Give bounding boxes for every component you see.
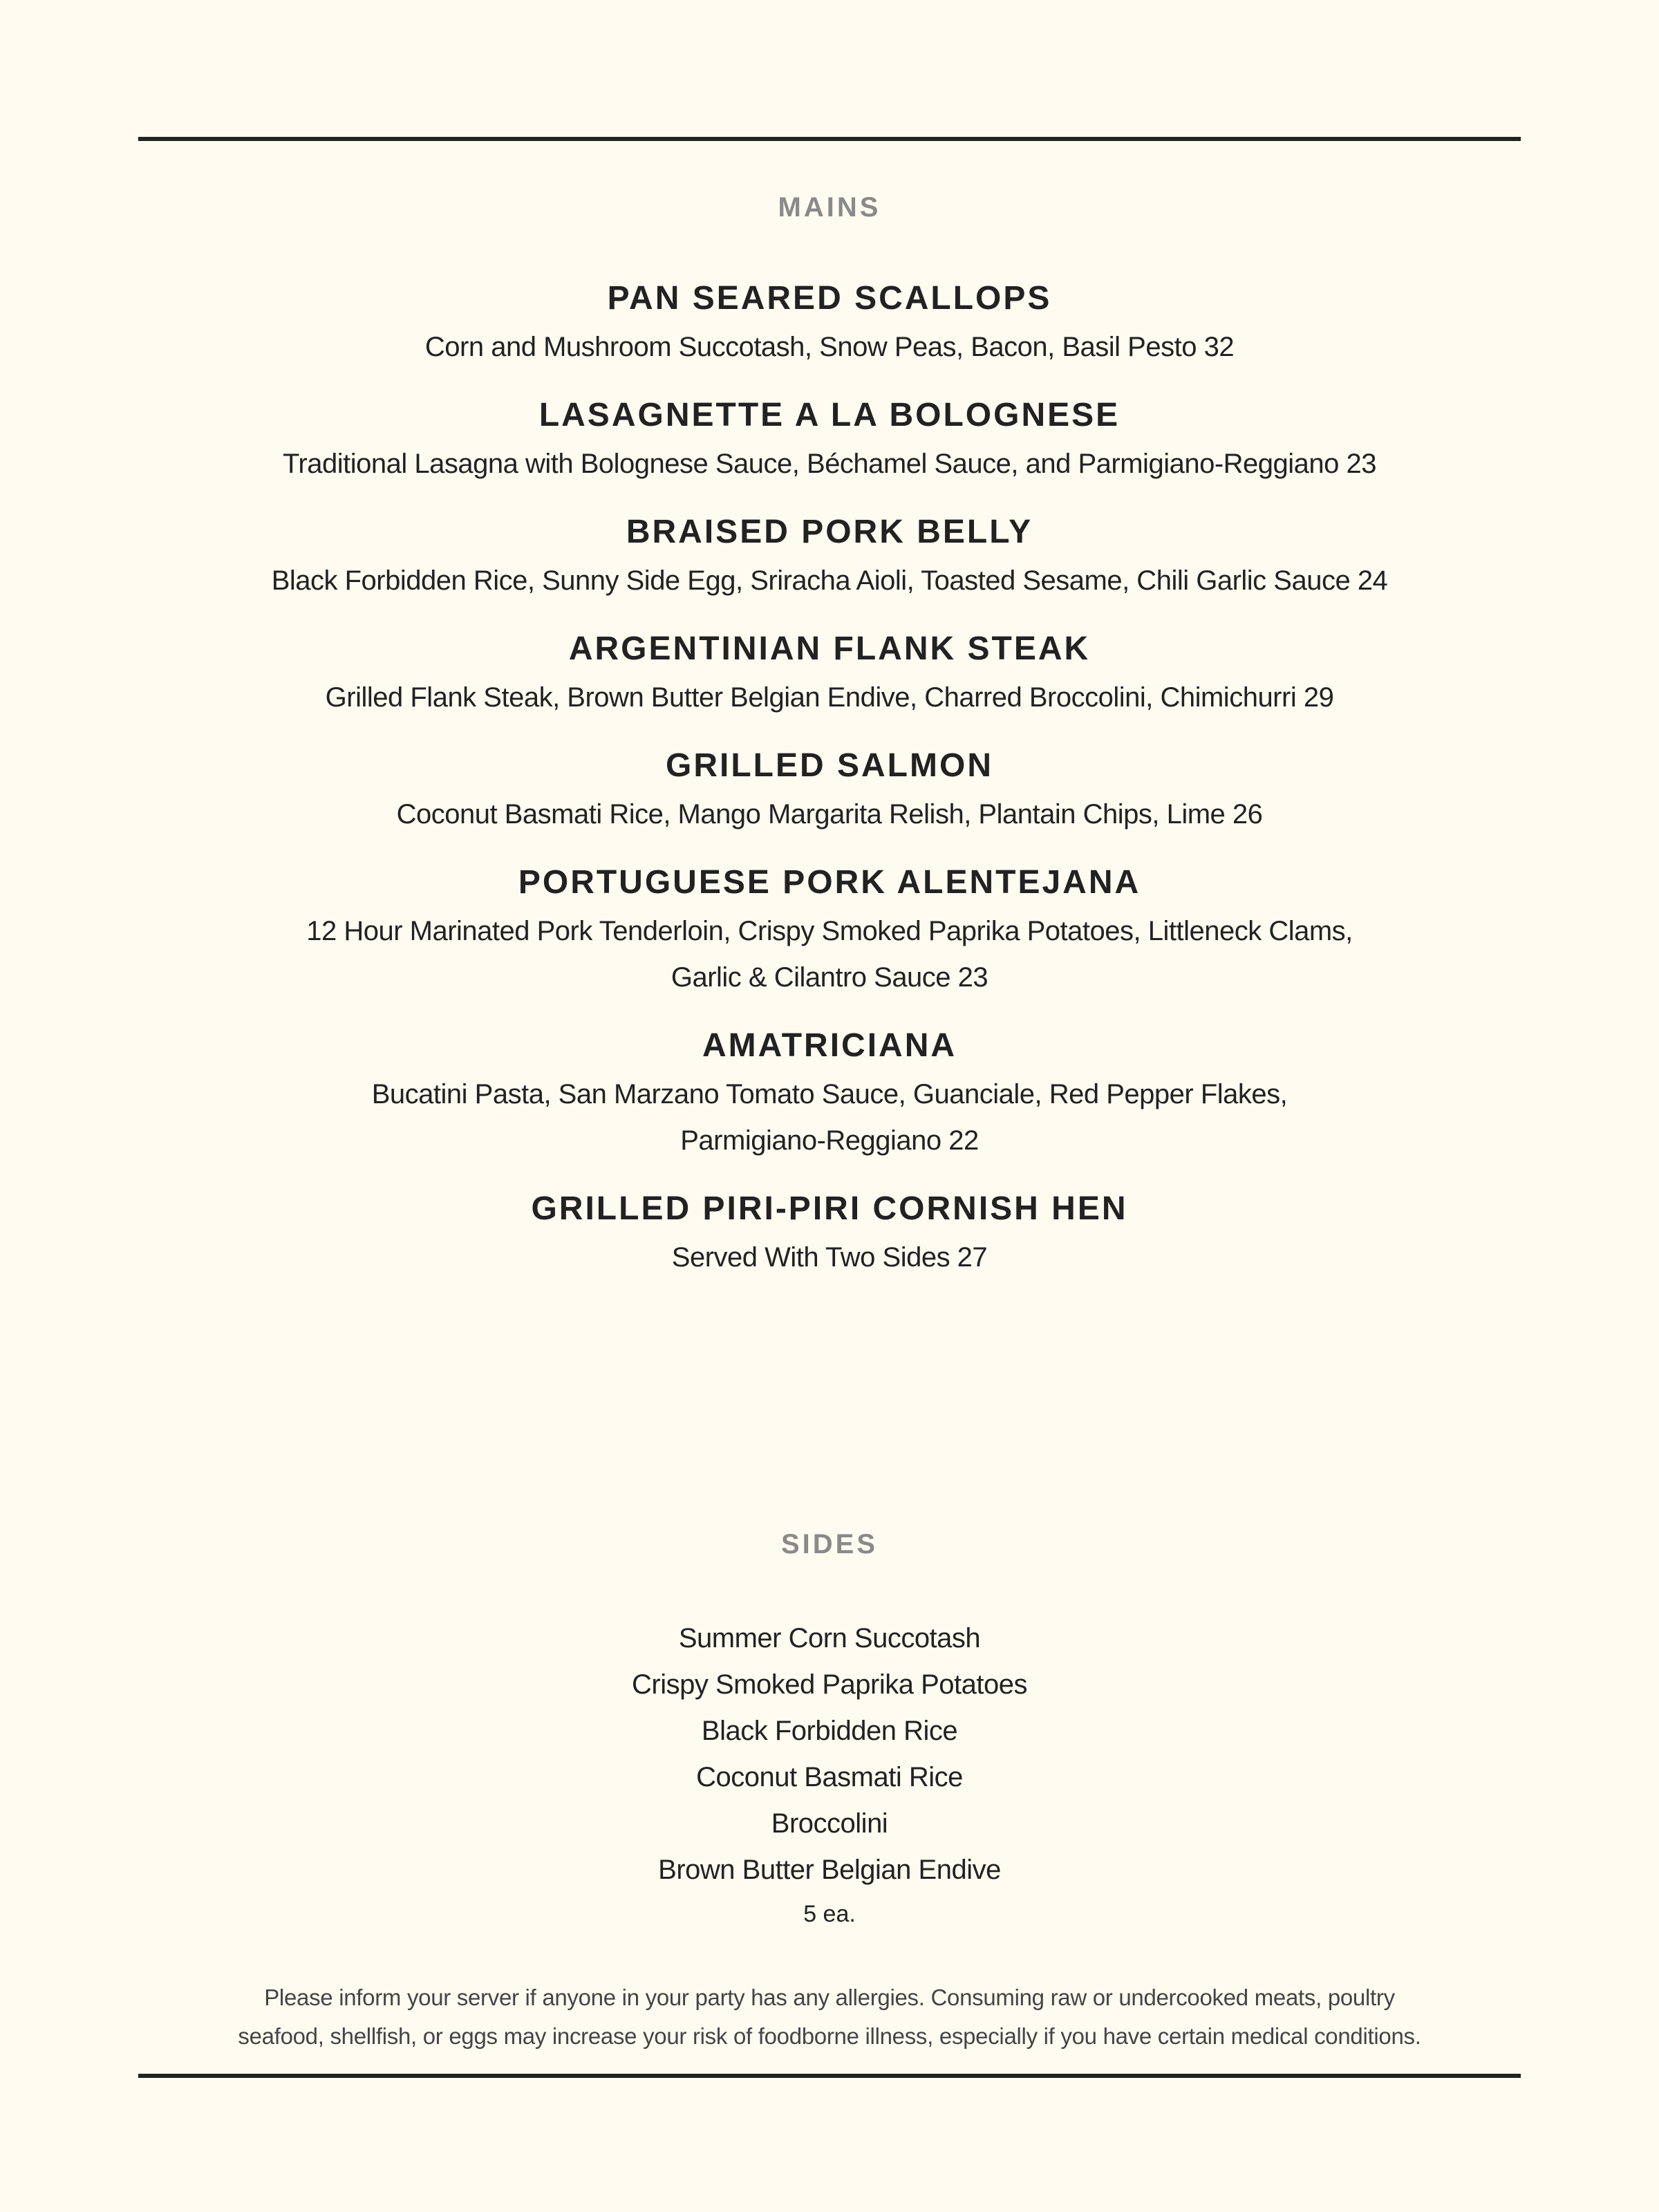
side-item: Broccolini bbox=[771, 1808, 888, 1839]
dish-item bbox=[0, 857, 1659, 1001]
dish-description: Coconut Basmati Rice, Mango Margarita Relish, Plantain Chips, Lime 26 bbox=[396, 799, 1263, 830]
dish-description: Garlic & Cilantro Sauce 23 bbox=[671, 962, 988, 993]
dish-description: Bucatini Pasta, San Marzano Tomato Sauce, Guanciale, Red Pepper Flakes, bbox=[371, 1079, 1288, 1109]
dish-description: Black Forbidden Rice, Sunny Side Egg, Sriracha Aioli, Toasted Sesame, Chili Garlic Sauce 24 bbox=[271, 565, 1388, 596]
sides-heading: SIDES bbox=[780, 1529, 879, 1559]
allergy-disclaimer bbox=[138, 1978, 1521, 2056]
side-item: Coconut Basmati Rice bbox=[696, 1762, 963, 1792]
dish-description: Corn and Mushroom Succotash, Snow Peas, Bacon, Basil Pesto 32 bbox=[424, 332, 1235, 362]
dish-description: Traditional Lasagna with Bolognese Sauce, Béchamel Sauce, and Parmigiano-Reggiano 23 bbox=[282, 449, 1376, 479]
side-item: Black Forbidden Rice bbox=[701, 1716, 958, 1746]
side-item: Summer Corn Succotash bbox=[678, 1623, 981, 1653]
dish-description: Served With Two Sides 27 bbox=[671, 1242, 988, 1273]
dish-name: ARGENTINIAN FLANK STEAK bbox=[568, 630, 1091, 667]
dish-item bbox=[0, 507, 1659, 604]
top-divider bbox=[138, 137, 1521, 141]
disclaimer-line: Please inform your server if anyone in your party has any allergies. Consuming raw or undercooked meats, poultry bbox=[264, 1985, 1395, 2010]
dish-description: 12 Hour Marinated Pork Tenderloin, Crispy Smoked Paprika Potatoes, Littleneck Clams, bbox=[306, 916, 1353, 946]
dish-item bbox=[0, 273, 1659, 371]
dish-item bbox=[0, 1020, 1659, 1164]
dish-name: GRILLED SALMON bbox=[666, 747, 993, 784]
dish-description: Parmigiano-Reggiano 22 bbox=[680, 1125, 979, 1156]
dish-item bbox=[0, 740, 1659, 838]
dish-item bbox=[0, 624, 1659, 721]
dish-name: PAN SEARED SCALLOPS bbox=[607, 280, 1052, 317]
dish-name: PORTUGUESE PORK ALENTEJANA bbox=[518, 864, 1141, 901]
bottom-divider bbox=[138, 2074, 1521, 2078]
mains-heading: MAINS bbox=[778, 192, 881, 223]
mains-list bbox=[0, 273, 1659, 1300]
side-item: Crispy Smoked Paprika Potatoes bbox=[632, 1669, 1027, 1700]
dish-name: AMATRICIANA bbox=[702, 1027, 957, 1064]
disclaimer-line: seafood, shellfish, or eggs may increase your risk of foodborne illness, especially if you have certain medical conditions. bbox=[238, 2023, 1421, 2049]
dish-name: BRAISED PORK BELLY bbox=[626, 514, 1033, 550]
dish-item bbox=[0, 1183, 1659, 1281]
side-item: Brown Butter Belgian Endive bbox=[658, 1855, 1001, 1885]
dish-description: Grilled Flank Steak, Brown Butter Belgian Endive, Charred Broccolini, Chimichurri 29 bbox=[325, 682, 1334, 713]
sides-list bbox=[0, 1615, 1659, 1935]
dish-item bbox=[0, 390, 1659, 487]
dish-name: LASAGNETTE A LA BOLOGNESE bbox=[538, 397, 1121, 433]
sides-price: 5 ea. bbox=[803, 1901, 856, 1927]
dish-name: GRILLED PIRI-PIRI CORNISH HEN bbox=[531, 1190, 1128, 1227]
